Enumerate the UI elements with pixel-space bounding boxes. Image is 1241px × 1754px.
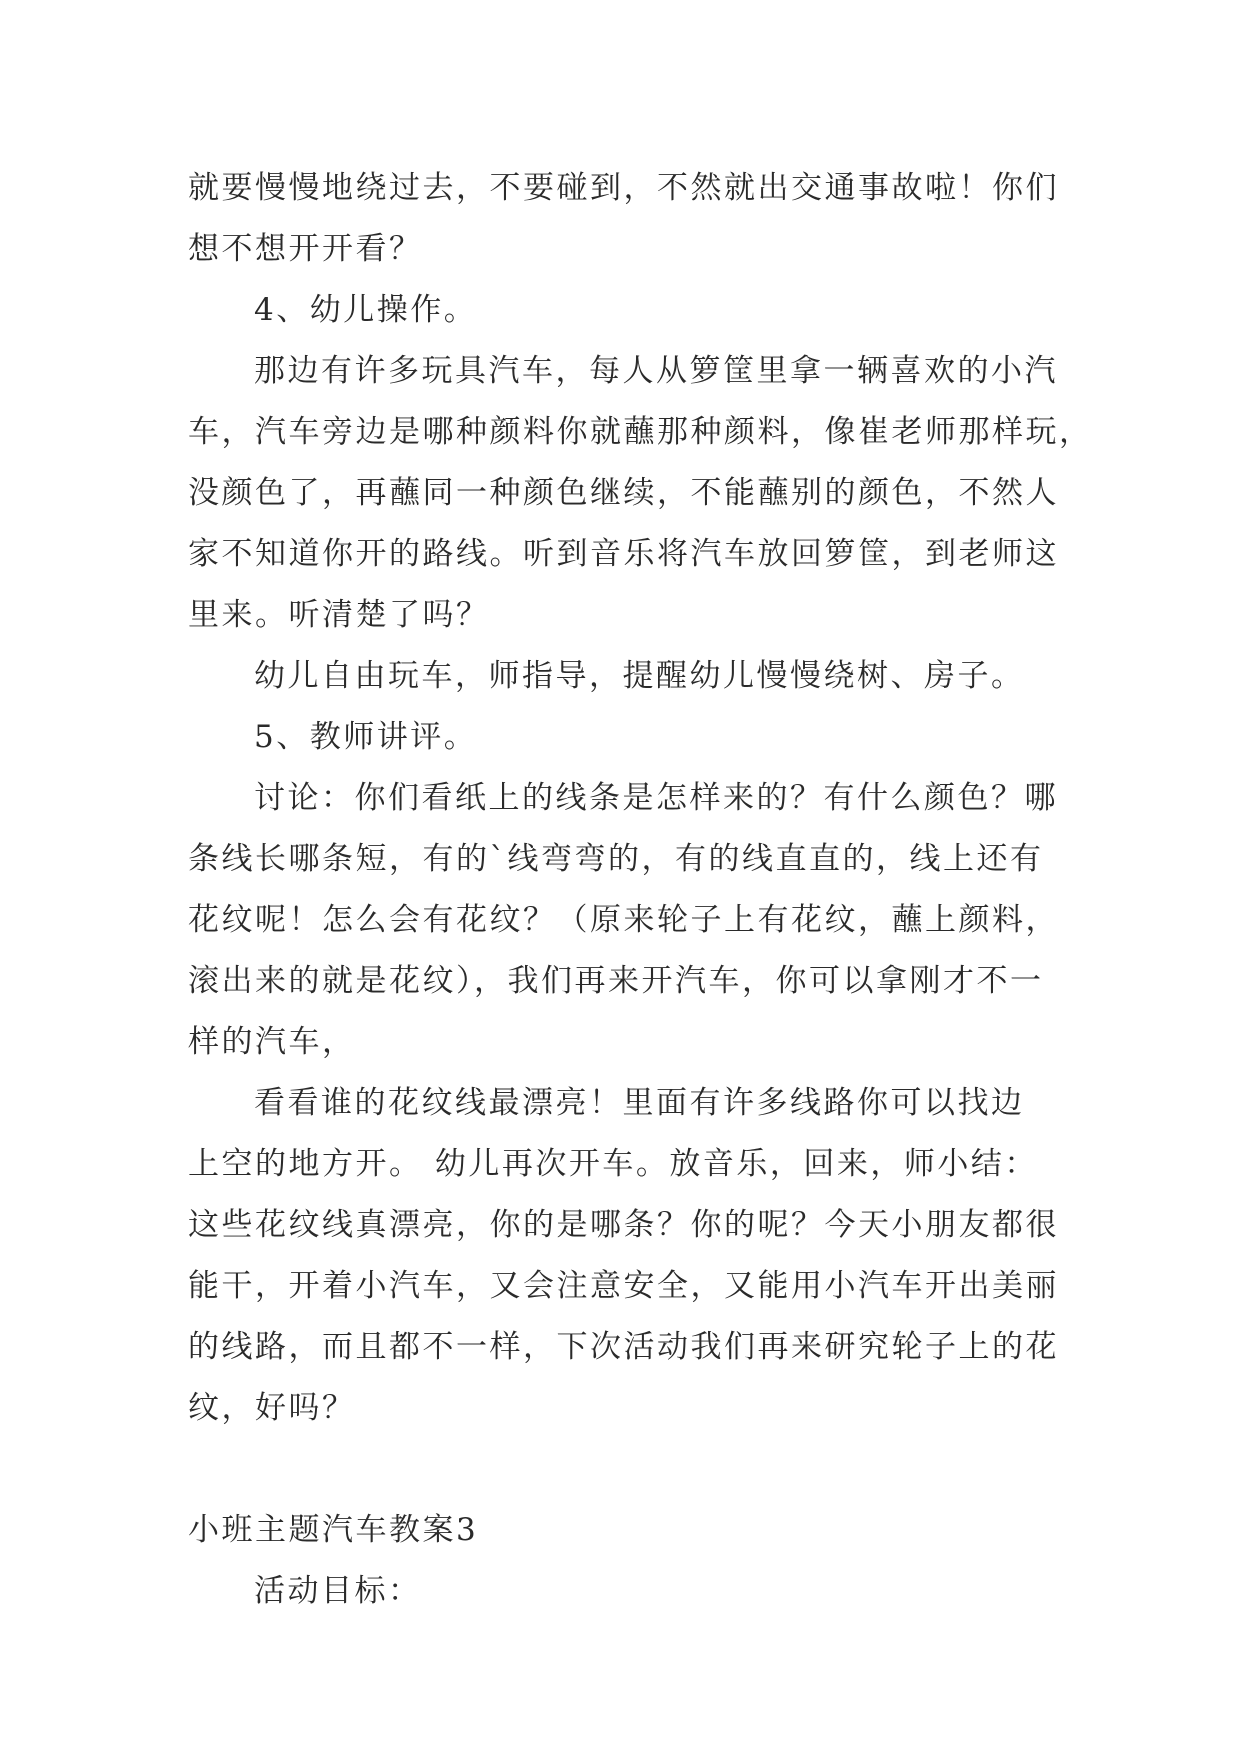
paragraph-line: 滚出来的就是花纹），我们再来开汽车，你可以拿刚才不一 (188, 963, 1044, 999)
paragraph-line: 讨论：你们看纸上的线条是怎样来的？有什么颜色？哪 (254, 780, 1058, 816)
paragraph-line: 花纹呢！怎么会有花纹？（原来轮子上有花纹，蘸上颜料， (188, 902, 1059, 938)
paragraph-line: 家不知道你开的路线。听到音乐将汽车放回箩筐，到老师这 (188, 536, 1059, 572)
paragraph-line: 那边有许多玩具汽车，每人从箩筐里拿一辆喜欢的小汽 (254, 353, 1058, 389)
paragraph-line: 纹，好吗？ (188, 1390, 356, 1426)
section-subheading: 活动目标： (254, 1573, 422, 1609)
section-spacer (188, 1439, 1068, 1500)
step-heading: 5、教师讲评。 (254, 719, 478, 755)
paragraph-line: 就要慢慢地绕过去，不要碰到，不然就出交通事故啦！你们 (188, 170, 1059, 206)
paragraph-line: 样的汽车， (188, 1024, 356, 1060)
paragraph-line: 里来。听清楚了吗？ (188, 597, 490, 633)
paragraph-line: 车，汽车旁边是哪种颜料你就蘸那种颜料，像崔老师那样玩， (188, 414, 1093, 450)
paragraph-line: 幼儿自由玩车，师指导，提醒幼儿慢慢绕树、房子。 (254, 658, 1025, 694)
paragraph-line: 看看谁的花纹线最漂亮！里面有许多线路你可以找边 (254, 1085, 1025, 1121)
paragraph-line: 的线路，而且都不一样，下次活动我们再来研究轮子上的花 (188, 1329, 1059, 1365)
paragraph-line: 没颜色了，再蘸同一种颜色继续，不能蘸别的颜色，不然人 (188, 475, 1059, 511)
paragraph-line: 能干，开着小汽车，又会注意安全，又能用小汽车开出美丽 (188, 1268, 1059, 1304)
paragraph-line: 想不想开开看？ (188, 231, 423, 267)
document-body (188, 158, 1093, 1622)
section-title: 小班主题汽车教案3 (188, 1512, 479, 1548)
step-heading: 4、幼儿操作。 (254, 292, 478, 328)
paragraph-line: 上空的地方开。 幼儿再次开车。放音乐，回来，师小结： (188, 1146, 1038, 1182)
paragraph-line: 条线长哪条短，有的`线弯弯的，有的线直直的，线上还有 (188, 841, 1044, 877)
paragraph-line: 这些花纹线真漂亮，你的是哪条？你的呢？今天小朋友都很 (188, 1207, 1059, 1243)
